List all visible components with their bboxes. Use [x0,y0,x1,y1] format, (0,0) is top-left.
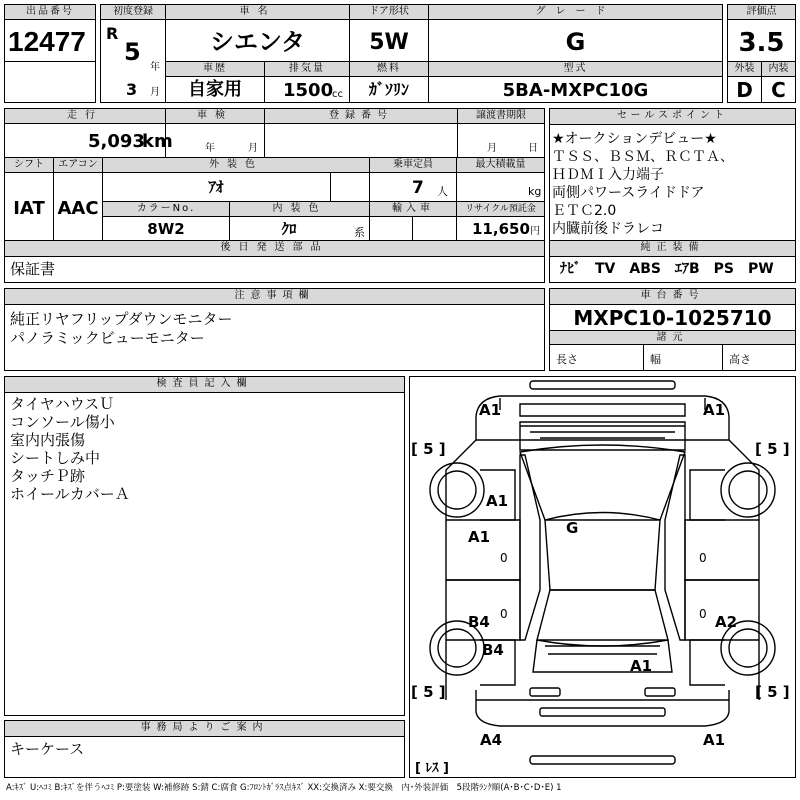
sales-line-3: ＨＤＭＩ入力端子 [552,167,664,183]
len-label: 長さ [556,353,578,366]
inspector-line-3: 室内内張傷 [10,431,86,449]
score: 3.5 [738,28,785,58]
intcolor: ｸﾛ [281,220,297,238]
recycle: 11,650 [472,220,530,238]
grade-label: グレード [428,4,723,20]
lot-sub-box [4,61,96,103]
inspection-label: 車検 [165,108,265,124]
month-unit: 月 [150,87,160,98]
import-label: 輸入車 [369,201,457,217]
first-reg-year: 5 [124,38,141,66]
recycle-unit: 円 [530,226,540,237]
mark-front-left-door: A1 [468,528,491,546]
capacity-unit: 人 [437,185,448,198]
mark-rear-right-door: A2 [715,613,738,631]
import-sub [369,216,413,241]
caution-line-1: 純正リヤフリップダウンモニター [10,310,233,328]
mark-front-left: A1 [479,401,502,419]
intcolor-unit: 系 [354,226,365,239]
inspector-line-2: コンソール傷小 [10,413,115,431]
later-parts: 保証書 [10,260,56,278]
model: 5BA-MXPC10G [502,80,649,101]
load-label: 最大積載量 [456,157,545,173]
mark-rear-right: A1 [703,731,726,749]
year-unit: 年 [150,62,160,73]
ac-label: エアコン [53,157,103,173]
insp-year-unit: 年 [205,143,215,154]
shift-label: シフト [4,157,54,173]
office-note: キーケース [10,740,85,758]
car-name: シエンタ [209,28,306,56]
mark-rear-left-fender: B4 [482,641,504,659]
zero-mark-d: 0 [699,607,707,621]
reg-label: 登録番号 [264,108,458,124]
name-label: 車名 [165,4,350,20]
mark-tailgate: A1 [630,657,653,675]
transfer-label: 譲渡書期限 [457,108,545,124]
inspector-line-5: タッチＰ跡 [10,467,86,485]
mark-front-right: A1 [703,401,726,419]
chassis-number: MXPC10-1025710 [573,306,772,330]
hei-label: 高さ [729,353,751,366]
wid-label: 幅 [650,353,661,366]
cc-label: 排気量 [264,61,350,77]
inspector-label: 検査員記入欄 [4,376,405,393]
office-label: 事務局よりご案内 [4,720,405,737]
later-label: 後日発送部品 [4,240,545,257]
tire-front-right: [ 5 ] [755,440,790,458]
sales-line-6: 内臓前後ドラレコ [552,221,664,237]
door-type: 5W [369,30,409,55]
inspector-line-4: シートしみ中 [10,449,101,467]
reg-box [264,108,458,158]
exterior-score: D [736,78,753,102]
mark-rear-left-door: B4 [468,613,490,631]
zero-mark-c: 0 [500,607,508,621]
intcolor-label: 内装色 [229,201,370,217]
fuel: ｶﾞｿﾘﾝ [368,80,409,99]
mark-rear-left: A4 [480,731,503,749]
insp-month-unit: 月 [248,143,258,154]
load-unit: kg [528,185,542,198]
fuel-label: 燃料 [349,61,429,77]
legend: A:ｷｽﾞ U:ﾍｺﾐ B:ｷｽﾞを伴うﾍｺﾐ P:要塗装 W:補修跡 S:錆 C:腐食 G:ﾌﾛﾝﾄｶﾞﾗｽ点ｷｽﾞ XX:交換済み X:要交換 内･外装評価 5段階ﾗﾝｸ順(A･B･C･D･E) 1 [6,783,562,793]
sales-label: セールスポイント [549,108,796,125]
sales-line-2: ＴＳＳ、ＢＳＭ、ＲＣＴＡ、 [552,149,734,165]
sales-line-1: ★オークションデビュー★ [552,131,717,147]
tire-front-left: [ 5 ] [411,440,446,458]
capacity: 7 [412,178,424,198]
interior-score: C [771,78,786,102]
ac: AAC [57,198,99,219]
mileage-label: 走行 [4,108,166,124]
history-label: 車歴 [165,61,265,77]
caution-label: 注意事項欄 [4,288,545,305]
colorno: 8W2 [147,220,185,238]
sales-line-5: ＥＴＣ2.0 [552,203,617,219]
caution-line-2: パノラミックビューモニター [10,329,205,347]
door-label: ドア形状 [349,4,429,20]
grade: G [565,28,586,56]
mileage-unit: km [142,131,173,152]
cc-unit: cc [332,89,343,100]
color: ｱｵ [208,178,224,196]
equip-label: 純正装備 [549,240,796,257]
capacity-label: 乗車定員 [369,157,457,173]
mark-roof: G [566,519,579,537]
chassis-label: 車台番号 [549,288,796,305]
history: 自家用 [188,79,242,100]
equip: ﾅﾋﾞ TV ABS ｴｱB PS PW [560,261,774,277]
color-sub [330,172,370,202]
era: R [106,24,119,43]
cc: 1500 [283,80,334,101]
mark-hood: A1 [486,492,509,510]
car-diagram [409,376,796,778]
zero-mark-a: 0 [500,551,508,565]
zero-mark-b: 0 [699,551,707,565]
first-reg-label: 初度登録 [100,4,166,20]
ext-label: 外装 [727,61,762,77]
color-label: 外装色 [102,157,370,173]
transfer-day-unit: 日 [528,143,538,154]
colorno-label: カラーNo. [102,201,230,217]
tire-rear-left: [ 5 ] [411,683,446,701]
model-label: 型式 [428,61,723,77]
spare-tire: [ ﾚｽ ] [415,761,449,776]
first-reg-month: 3 [126,80,138,99]
lot-label: 出品番号 [4,4,96,20]
lot-number: 12477 [8,26,86,57]
inspector-line-1: タイヤハウスＵ [10,395,115,413]
transfer-month-unit: 月 [487,143,497,154]
recycle-label: リサイクル預託金 [456,201,545,217]
tire-rear-right: [ 5 ] [755,683,790,701]
sales-line-4: 両側パワースライドドア [552,185,705,201]
shift: IAT [13,198,45,219]
score-label: 評価点 [727,4,796,20]
int-label: 内装 [761,61,796,77]
dims-label: 諸元 [549,330,796,345]
inspector-line-6: ホイールカバーＡ [10,485,130,503]
mileage: 5,093 [88,131,145,152]
